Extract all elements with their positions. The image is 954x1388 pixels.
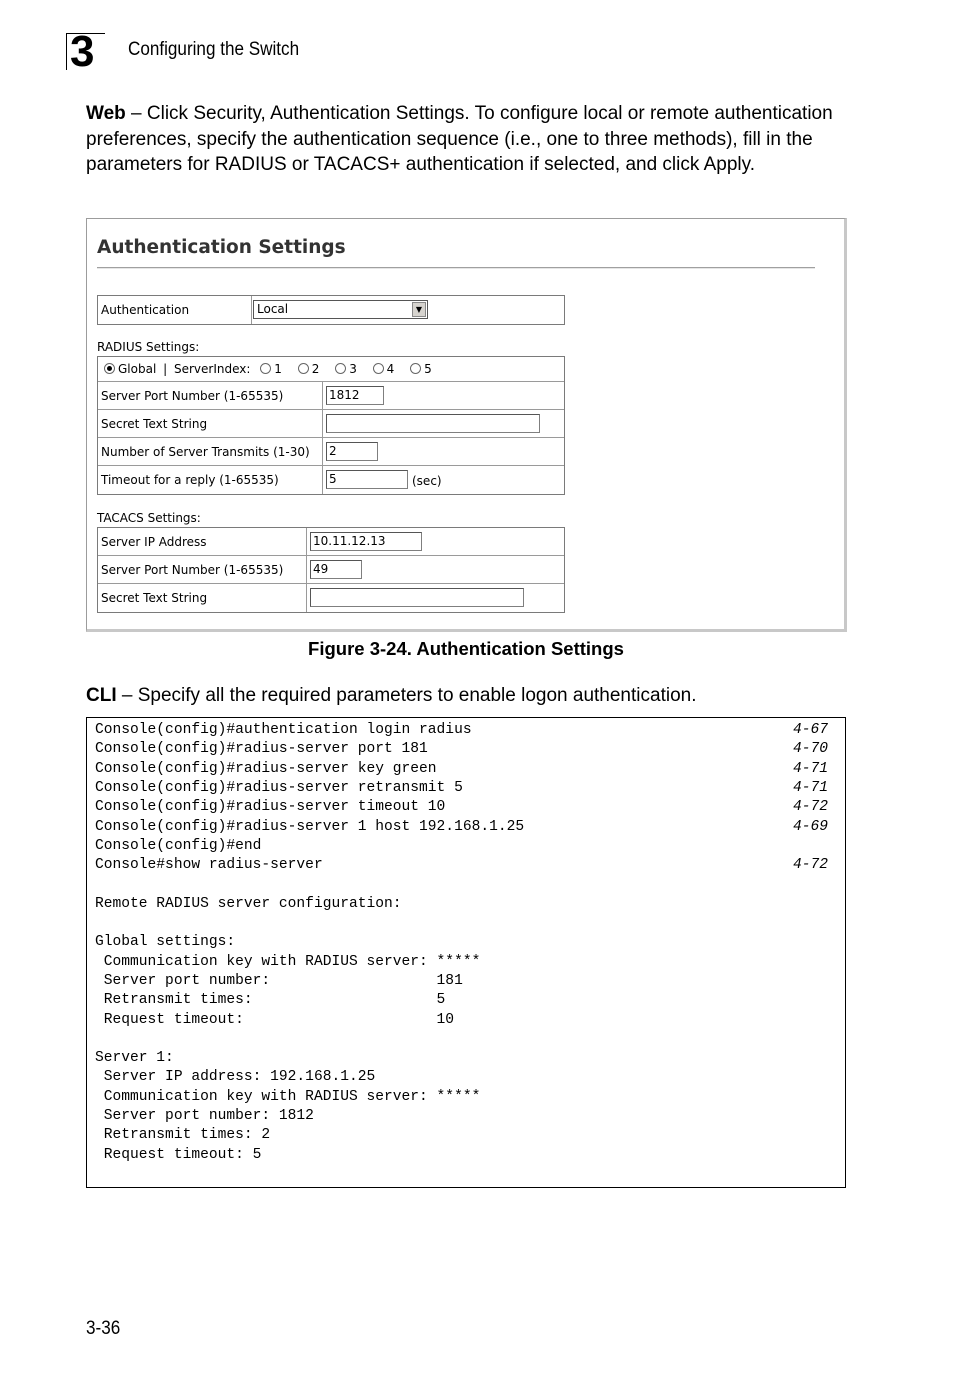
authentication-table <box>97 295 565 325</box>
radius-secret-input[interactable] <box>326 414 540 433</box>
radius-settings-label: RADIUS Settings: <box>97 340 200 354</box>
authentication-select-value: Local <box>257 302 289 316</box>
cli-line: Console(config)#radius-server port 181 <box>95 741 428 758</box>
cli-instructions-text: – Specify all the required parameters to enable logon authentication. <box>116 685 697 706</box>
chapter-title: Configuring the Switch <box>128 39 300 60</box>
index-label: 1 <box>274 362 282 376</box>
tacacs-ip-label: Server IP Address <box>98 528 307 555</box>
radius-port-label: Server Port Number (1-65535) <box>98 382 323 409</box>
tacacs-ip-row <box>98 528 564 556</box>
radius-transmits-row <box>98 438 564 466</box>
authentication-label: Authentication <box>98 296 252 324</box>
cli-line: Console(config)#radius-server timeout 10 <box>95 799 446 816</box>
web-label: Web <box>86 103 126 124</box>
index-label: 3 <box>349 362 357 376</box>
tacacs-settings-label: TACACS Settings: <box>97 511 201 525</box>
global-label: Global <box>118 362 157 376</box>
radius-secret-label: Secret Text String <box>98 410 323 437</box>
radio-circle[interactable] <box>373 363 384 374</box>
cli-line: Request timeout: 5 <box>95 1146 262 1163</box>
timeout-unit: (sec) <box>412 474 442 488</box>
chevron-down-icon[interactable]: ▼ <box>412 302 426 317</box>
cli-page-reference: 4-67 <box>792 722 828 738</box>
cli-line: Console(config)#authentication login radius <box>95 722 472 738</box>
radio-index-2[interactable] <box>298 362 320 376</box>
web-instructions-text: – Click Security, Authentication Settings. To configure local or remote authentication preferences, specify the authentication sequence (i.e., one to three methods), fill in the parameters for RADIUS or TACACS+ authentication if selected, and click Apply. <box>86 103 833 175</box>
index-label: 5 <box>424 362 432 376</box>
tacacs-secret-input[interactable] <box>310 588 524 607</box>
radius-timeout-input[interactable]: 5 <box>326 470 408 489</box>
radio-index-1[interactable] <box>260 362 282 376</box>
cli-line: Server 1: <box>95 1050 174 1067</box>
radio-circle[interactable] <box>298 363 309 374</box>
cli-line: Remote RADIUS server configuration: <box>95 895 402 912</box>
cli-line: Console(config)#radius-server retransmit 5 <box>95 779 463 796</box>
separator: | <box>163 362 168 376</box>
cli-page-reference: 4-71 <box>792 779 828 796</box>
tacacs-port-row <box>98 556 564 584</box>
cli-line: Retransmit times: 5 <box>95 992 446 1009</box>
web-instructions <box>86 101 866 178</box>
authentication-row <box>98 296 564 324</box>
radio-circle[interactable] <box>260 363 271 374</box>
cli-page-reference: 4-71 <box>792 760 828 777</box>
cli-page-reference: 4-72 <box>792 857 828 874</box>
radius-transmits-input[interactable]: 2 <box>326 442 378 461</box>
radio-global[interactable] <box>104 363 115 374</box>
radio-index-5[interactable] <box>410 362 432 376</box>
authentication-settings-figure <box>86 218 847 632</box>
cli-instructions <box>86 683 866 709</box>
cli-line: Global settings: <box>95 934 236 951</box>
tacacs-secret-label: Secret Text String <box>98 584 307 612</box>
server-index-label: ServerIndex: <box>173 362 251 376</box>
tacacs-port-input[interactable]: 49 <box>310 560 362 579</box>
radius-settings-table <box>97 356 565 495</box>
authentication-select[interactable] <box>253 300 428 319</box>
cli-page-reference: 4-70 <box>792 741 828 758</box>
cli-line: Console(config)#radius-server key green <box>95 760 437 777</box>
cli-line: Request timeout: 10 <box>95 1011 455 1028</box>
chapter-number: 3 <box>70 27 94 76</box>
title-divider <box>97 267 815 269</box>
radius-server-index-row <box>98 357 564 382</box>
page-number: 3-36 <box>86 1318 121 1339</box>
radius-port-row <box>98 382 564 410</box>
radio-index-4[interactable] <box>373 362 395 376</box>
cli-line: Server IP address: 192.168.1.25 <box>95 1069 376 1086</box>
cli-line: Server port number: 1812 <box>95 1108 314 1124</box>
radius-transmits-label: Number of Server Transmits (1-30) <box>98 438 323 465</box>
radio-circle[interactable] <box>335 363 346 374</box>
cli-page-reference: 4-69 <box>792 818 828 835</box>
cli-line: Console(config)#end <box>95 837 262 854</box>
index-label: 2 <box>311 362 320 376</box>
tacacs-settings-table <box>97 527 565 613</box>
index-label: 4 <box>386 362 395 376</box>
radio-index-3[interactable] <box>335 362 357 376</box>
cli-line: Communication key with RADIUS server: ***** <box>95 1088 481 1105</box>
cli-example-box <box>86 717 846 1188</box>
cli-page-reference: 4-72 <box>792 799 828 816</box>
radius-timeout-row <box>98 466 564 494</box>
cli-line: Communication key with RADIUS server: ***** <box>95 953 481 970</box>
radio-circle[interactable] <box>410 363 421 374</box>
radius-port-input[interactable]: 1812 <box>326 386 384 405</box>
tacacs-port-label: Server Port Number (1-65535) <box>98 556 307 583</box>
figure-title: Authentication Settings <box>97 237 346 258</box>
cli-label: CLI <box>86 685 117 706</box>
cli-line: Server port number: 181 <box>95 972 463 989</box>
cli-line: Console(config)#radius-server 1 host 192.168.1.25 <box>95 818 525 835</box>
radius-secret-row <box>98 410 564 438</box>
tacacs-secret-row <box>98 584 564 612</box>
radius-timeout-label: Timeout for a reply (1-65535) <box>98 466 323 494</box>
figure-caption: Figure 3-24. Authentication Settings <box>308 638 624 659</box>
cli-line: Retransmit times: 2 <box>95 1127 271 1144</box>
cli-line: Console#show radius-server <box>95 857 323 874</box>
tacacs-ip-input[interactable]: 10.11.12.13 <box>310 532 422 551</box>
